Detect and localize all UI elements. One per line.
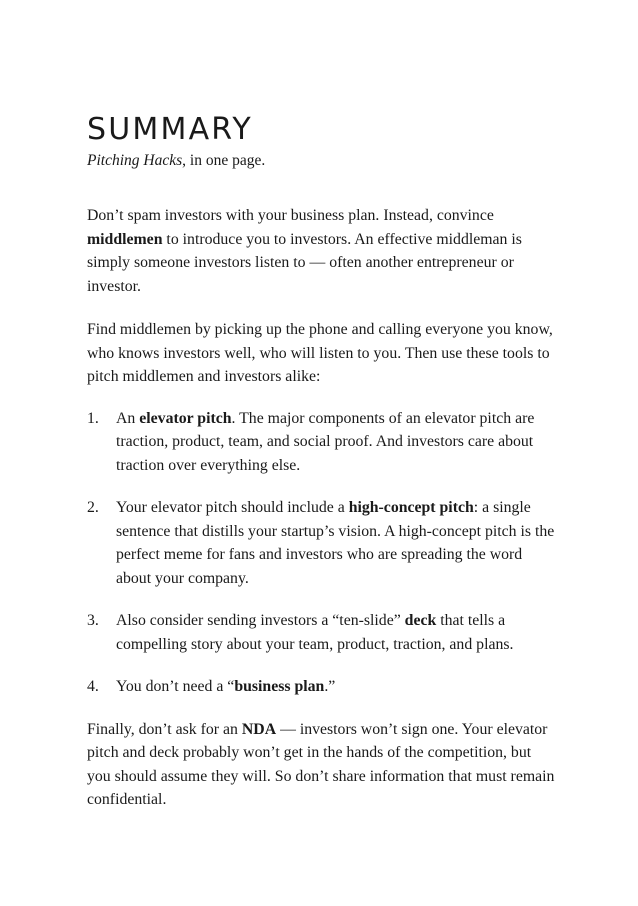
paragraph-text: Finally, don’t ask for an: [87, 720, 242, 738]
term-middlemen: middlemen: [87, 230, 163, 248]
list-number: 1.: [87, 409, 99, 427]
list-text: : a single sentence that distills your startup’s vision. A high-concept pitch is the perfect meme for fans and investors who are spreading the word about your company.: [116, 499, 555, 587]
list-text: Also consider sending investors a “ten-slide”: [116, 612, 405, 629]
term-elevator-pitch: elevator pitch: [139, 409, 232, 427]
list-text: that tells a compelling story about your team, product, traction, and plans.: [116, 612, 514, 653]
paragraph-intro: [87, 204, 558, 298]
list-item: [87, 675, 558, 699]
list-item: [87, 496, 558, 590]
list-item-text: [116, 496, 558, 590]
tools-list: [87, 407, 558, 699]
book-title: Pitching Hacks: [87, 152, 183, 169]
list-text: . The major components of an elevator pitch are traction, product, team, and social proof. And investors care about traction over everything else.: [116, 409, 535, 474]
list-item-text: [116, 407, 558, 478]
list-number: 2.: [87, 499, 99, 516]
list-text: Your elevator pitch should include a: [116, 499, 349, 516]
term-high-concept-pitch: high-concept pitch: [348, 499, 474, 516]
paragraph-text: Don’t spam investors with your business plan. Instead, convince: [87, 207, 494, 224]
subtitle-text: , in one page.: [182, 152, 266, 169]
term-business-plan: business plan: [234, 678, 325, 695]
list-item: [87, 407, 558, 478]
paragraph-find-middlemen: [87, 318, 558, 389]
list-item-text: [116, 675, 558, 699]
term-deck: deck: [404, 612, 437, 629]
page-subtitle: [87, 149, 558, 173]
paragraph-text: Find middlemen by picking up the phone and calling everyone you know, who knows investors well, who will listen to you. Then use these tools to pitch middlemen and investors alike:: [87, 321, 553, 385]
list-text: .”: [324, 678, 336, 695]
paragraph-text: to introduce you to investors. An effective middleman is simply someone investors listen to — often another entrepreneur or investor.: [87, 230, 522, 295]
term-nda: NDA: [241, 720, 277, 738]
paragraph-text: — investors won’t sign one. Your elevator pitch and deck probably won’t get in the hands of the competition, but you should assume they will. So don’t share information that must remain confidential.: [87, 720, 555, 808]
list-item: [87, 609, 558, 656]
list-number: 4.: [87, 678, 99, 695]
list-text: You don’t need a “: [116, 678, 235, 695]
list-item-text: [116, 609, 558, 656]
list-text: An: [116, 409, 140, 427]
page-title: SUMMARY: [87, 112, 253, 147]
list-number: 3.: [87, 612, 99, 629]
paragraph-nda: [87, 718, 558, 812]
